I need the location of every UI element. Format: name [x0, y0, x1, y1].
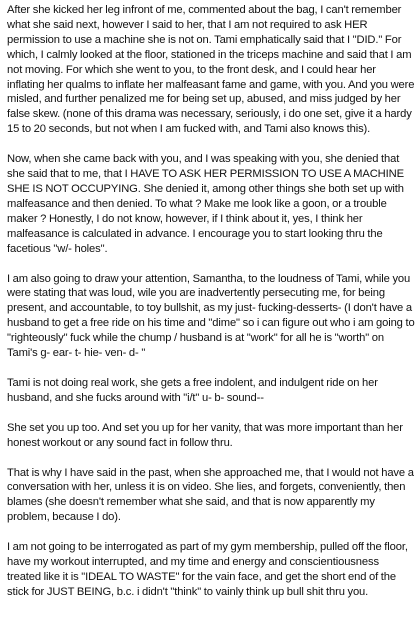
paragraph-6: That is why I have said in the past, when she approached me, that I would not have a conversation with her, unless it is on video. She lies, and forgets, conveniently, then blames (she doesn't remember what she said, and that is now apparently my problem, because I do).	[7, 466, 414, 524]
paragraph-3: I am also going to draw your attention, Samantha, to the loudness of Tami, while you were stating that was loud, wile you are inadvertently persecuting me, for being present, and accountable, to toy bullshit, as my just- fucking-desserts- (I don't have a husband to get a free ride on his time and "dime" so i can figure out who i am going to "righteously" fuck while the chump / husband is at "work" for all he is "worth" on Tami's g- ear- t- hie- ven- d- "	[7, 272, 415, 360]
paragraph-1: After she kicked her leg infront of me, commented about the bag, I can't remember what she said next, however I said to her, that I am not required to ask HER permission to use a machine she is not on. Tami emphatically said that I "DID." For which, I calmly looked at the floor, stationed in the triceps machine and said that I am not moving. For which she went to you, to the front desk, and I could hear her inflating her qualms to inflate her malfeasant fame and game, with you. And you were misled, and further penalized me for being set up, abused, and miss judged by her false skew. (none of this drama was necessary, seriously, i do one set, give it a hardy 15 to 20 seconds, but not when I am fucked with, and Tami also knows this).	[7, 4, 415, 136]
paragraph-5: She set you up too. And set you up for her vanity, that was more important than her honest workout or any sound fact in follow thru.	[7, 421, 403, 449]
paragraph-4: Tami is not doing real work, she gets a free indolent, and indulgent ride on her husband, and she fucks around with "i/t" u- b- sound--	[7, 376, 378, 404]
paragraph-7: I am not going to be interrogated as part of my gym membership, pulled off the floor, have my workout interrupted, and my time and energy and conscientiousness treated like it is "IDEAL TO WASTE" for the vain face, and get the short end of the stick for JUST BEING, b.c. i didn't "think" to vainly think up bull shit thru you.	[7, 541, 408, 598]
paragraph-2: Now, when she came back with you, and I was speaking with you, she denied that she said that to me, that I HAVE TO ASK HER PERMISSION TO USE A MACHINE SHE IS NOT OCCUPYING. She denied it, among other things she both set up with malfeasance and then denied. To what ? Make me look like a goon, or a trouble maker ? Honestly, I do not know, however, if I think about it, yes, I think her malfeasance is calculated in advance. I encourage you to start looking thru the facetious "w/- holes".	[7, 153, 404, 255]
